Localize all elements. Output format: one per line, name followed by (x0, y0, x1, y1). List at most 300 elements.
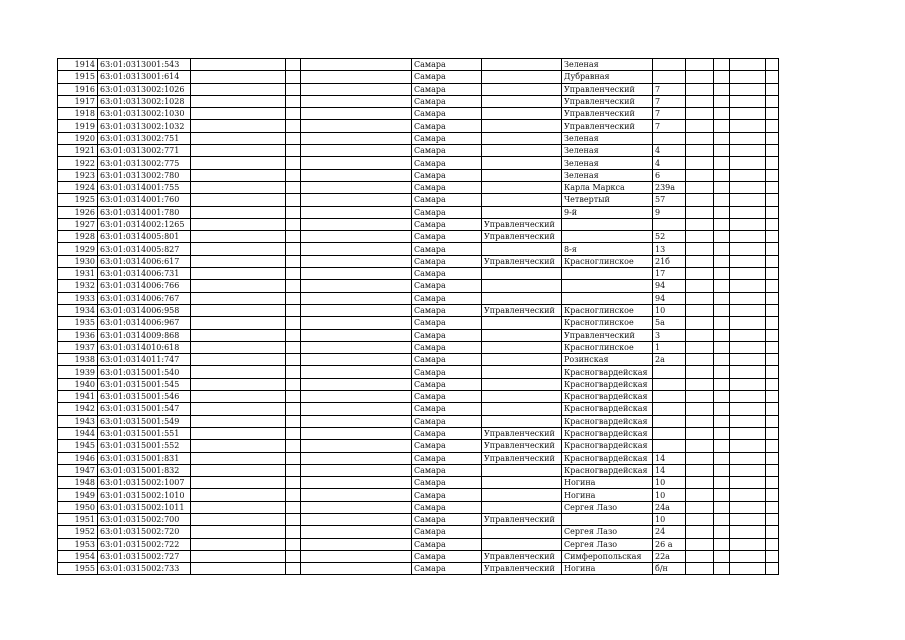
cell-d (286, 194, 301, 206)
cell-e (301, 231, 412, 243)
house-cell: 3 (653, 329, 686, 341)
cell-k (714, 550, 730, 562)
cell-l (730, 169, 766, 181)
cell-l (730, 415, 766, 427)
cell-c (191, 157, 286, 169)
city-cell: Самара (412, 255, 482, 267)
cell-m (766, 477, 779, 489)
district-cell: Управленческий (482, 513, 562, 525)
cell-c (191, 427, 286, 439)
cell-c (191, 489, 286, 501)
cell-l (730, 95, 766, 107)
cadastral-number: 63:01:0313002:771 (98, 145, 191, 157)
cadastral-number: 63:01:0313002:780 (98, 169, 191, 181)
cell-e (301, 157, 412, 169)
city-cell: Самара (412, 304, 482, 316)
cell-k (714, 415, 730, 427)
table-row (58, 231, 779, 243)
street-cell: Зеленая (562, 132, 653, 144)
cell-j (686, 268, 714, 280)
street-cell: Зеленая (562, 169, 653, 181)
table-row (58, 317, 779, 329)
cell-j (686, 538, 714, 550)
table-row (58, 354, 779, 366)
cell-e (301, 255, 412, 267)
cell-k (714, 83, 730, 95)
table-row (58, 268, 779, 280)
cell-j (686, 489, 714, 501)
row-number: 1936 (58, 329, 98, 341)
cell-c (191, 526, 286, 538)
row-number: 1935 (58, 317, 98, 329)
district-cell (482, 59, 562, 71)
cell-k (714, 71, 730, 83)
cell-j (686, 243, 714, 255)
cell-c (191, 477, 286, 489)
cell-l (730, 181, 766, 193)
street-cell: Зеленая (562, 157, 653, 169)
cell-c (191, 317, 286, 329)
city-cell: Самара (412, 231, 482, 243)
street-cell (562, 218, 653, 230)
street-cell: Сергея Лазо (562, 526, 653, 538)
house-cell: 4 (653, 145, 686, 157)
district-cell: Управленческий (482, 218, 562, 230)
row-number: 1927 (58, 218, 98, 230)
house-cell: 57 (653, 194, 686, 206)
cell-c (191, 452, 286, 464)
cell-l (730, 157, 766, 169)
cell-k (714, 526, 730, 538)
house-cell: 4 (653, 157, 686, 169)
cell-j (686, 403, 714, 415)
row-number: 1948 (58, 477, 98, 489)
cell-k (714, 464, 730, 476)
house-cell: 26 а (653, 538, 686, 550)
cell-j (686, 329, 714, 341)
cadastral-number: 63:01:0315001:552 (98, 440, 191, 452)
city-cell: Самара (412, 83, 482, 95)
row-number: 1932 (58, 280, 98, 292)
house-cell: 21б (653, 255, 686, 267)
district-cell (482, 329, 562, 341)
cell-d (286, 378, 301, 390)
cell-d (286, 489, 301, 501)
cell-l (730, 440, 766, 452)
house-cell: 24а (653, 501, 686, 513)
street-cell (562, 292, 653, 304)
cell-j (686, 366, 714, 378)
street-cell (562, 513, 653, 525)
row-number: 1922 (58, 157, 98, 169)
cell-m (766, 378, 779, 390)
cell-c (191, 501, 286, 513)
cadastral-number: 63:01:0314001:760 (98, 194, 191, 206)
cell-k (714, 243, 730, 255)
cell-j (686, 354, 714, 366)
cell-e (301, 218, 412, 230)
district-cell (482, 391, 562, 403)
street-cell: Красногвардейская (562, 464, 653, 476)
cell-d (286, 563, 301, 575)
cell-e (301, 501, 412, 513)
cell-m (766, 427, 779, 439)
cell-k (714, 218, 730, 230)
cell-l (730, 243, 766, 255)
city-cell: Самара (412, 513, 482, 525)
city-cell: Самара (412, 464, 482, 476)
district-cell (482, 464, 562, 476)
row-number: 1949 (58, 489, 98, 501)
city-cell: Самара (412, 243, 482, 255)
cell-j (686, 206, 714, 218)
street-cell: Красногвардейская (562, 403, 653, 415)
cell-l (730, 391, 766, 403)
house-cell: 94 (653, 280, 686, 292)
house-cell: 2а (653, 354, 686, 366)
house-cell: 14 (653, 452, 686, 464)
row-number: 1939 (58, 366, 98, 378)
cell-m (766, 83, 779, 95)
street-cell: Красногвардейская (562, 427, 653, 439)
district-cell (482, 157, 562, 169)
cell-l (730, 550, 766, 562)
cell-j (686, 452, 714, 464)
cell-m (766, 231, 779, 243)
cell-l (730, 341, 766, 353)
street-cell: Красногвардейская (562, 415, 653, 427)
cell-c (191, 354, 286, 366)
cell-m (766, 132, 779, 144)
street-cell: Сергея Лазо (562, 501, 653, 513)
street-cell: Красногвардейская (562, 378, 653, 390)
cell-e (301, 194, 412, 206)
cell-d (286, 526, 301, 538)
house-cell: 10 (653, 304, 686, 316)
cell-k (714, 268, 730, 280)
district-cell (482, 120, 562, 132)
city-cell: Самара (412, 268, 482, 280)
cell-d (286, 415, 301, 427)
house-cell (653, 415, 686, 427)
cell-l (730, 452, 766, 464)
cell-m (766, 255, 779, 267)
cell-m (766, 526, 779, 538)
cell-l (730, 403, 766, 415)
street-cell: Красногвардейская (562, 452, 653, 464)
cell-l (730, 280, 766, 292)
cell-d (286, 403, 301, 415)
cadastral-number: 63:01:0315001:546 (98, 391, 191, 403)
cell-c (191, 132, 286, 144)
district-cell (482, 268, 562, 280)
street-cell: Зеленая (562, 59, 653, 71)
table-row (58, 489, 779, 501)
cell-k (714, 452, 730, 464)
house-cell (653, 132, 686, 144)
cell-e (301, 169, 412, 181)
cell-c (191, 59, 286, 71)
city-cell: Самара (412, 206, 482, 218)
cell-e (301, 145, 412, 157)
cell-l (730, 120, 766, 132)
cell-j (686, 95, 714, 107)
cell-m (766, 489, 779, 501)
row-number: 1925 (58, 194, 98, 206)
street-cell (562, 280, 653, 292)
cell-c (191, 513, 286, 525)
cell-d (286, 268, 301, 280)
cell-k (714, 440, 730, 452)
house-cell: 6 (653, 169, 686, 181)
cell-m (766, 538, 779, 550)
cell-m (766, 206, 779, 218)
cell-m (766, 501, 779, 513)
cell-e (301, 341, 412, 353)
cell-c (191, 108, 286, 120)
cell-l (730, 464, 766, 476)
cadastral-number: 63:01:0313002:1032 (98, 120, 191, 132)
cell-k (714, 538, 730, 550)
district-cell (482, 194, 562, 206)
cell-l (730, 354, 766, 366)
table-row (58, 243, 779, 255)
district-cell (482, 108, 562, 120)
cadastral-number: 63:01:0315002:1010 (98, 489, 191, 501)
cell-k (714, 108, 730, 120)
street-cell: Управленческий (562, 95, 653, 107)
city-cell: Самара (412, 526, 482, 538)
cell-j (686, 255, 714, 267)
city-cell: Самара (412, 108, 482, 120)
row-number: 1951 (58, 513, 98, 525)
house-cell: 1 (653, 341, 686, 353)
row-number: 1930 (58, 255, 98, 267)
cell-d (286, 538, 301, 550)
cadastral-number: 63:01:0314002:1265 (98, 218, 191, 230)
city-cell: Самара (412, 145, 482, 157)
city-cell: Самара (412, 538, 482, 550)
city-cell: Самара (412, 329, 482, 341)
city-cell: Самара (412, 563, 482, 575)
cell-j (686, 415, 714, 427)
cell-c (191, 280, 286, 292)
cadastral-number: 63:01:0315001:540 (98, 366, 191, 378)
row-number: 1933 (58, 292, 98, 304)
house-cell: 9 (653, 206, 686, 218)
cell-e (301, 317, 412, 329)
district-cell (482, 95, 562, 107)
house-cell: 10 (653, 513, 686, 525)
cell-d (286, 243, 301, 255)
cell-m (766, 292, 779, 304)
cell-d (286, 108, 301, 120)
table-row (58, 366, 779, 378)
cell-e (301, 268, 412, 280)
cell-l (730, 329, 766, 341)
district-cell (482, 71, 562, 83)
street-cell: Красногвардейская (562, 440, 653, 452)
row-number: 1921 (58, 145, 98, 157)
cell-l (730, 304, 766, 316)
cell-m (766, 391, 779, 403)
cell-m (766, 280, 779, 292)
cadastral-number: 63:01:0315002:733 (98, 563, 191, 575)
table-row (58, 169, 779, 181)
city-cell: Самара (412, 391, 482, 403)
cell-d (286, 120, 301, 132)
row-number: 1955 (58, 563, 98, 575)
house-cell: 52 (653, 231, 686, 243)
cell-j (686, 181, 714, 193)
cell-j (686, 231, 714, 243)
cell-k (714, 366, 730, 378)
district-cell (482, 169, 562, 181)
cell-m (766, 194, 779, 206)
cell-j (686, 526, 714, 538)
cell-e (301, 513, 412, 525)
cell-m (766, 145, 779, 157)
table-row (58, 181, 779, 193)
cadastral-number: 63:01:0314006:958 (98, 304, 191, 316)
cell-j (686, 304, 714, 316)
cell-j (686, 218, 714, 230)
cell-j (686, 120, 714, 132)
street-cell: Управленческий (562, 120, 653, 132)
cell-d (286, 145, 301, 157)
city-cell: Самара (412, 169, 482, 181)
house-cell: 14 (653, 464, 686, 476)
street-cell: Красноглинское (562, 255, 653, 267)
cadastral-number: 63:01:0314010:618 (98, 341, 191, 353)
cell-m (766, 157, 779, 169)
cell-l (730, 145, 766, 157)
cell-c (191, 403, 286, 415)
cell-j (686, 550, 714, 562)
street-cell: Розинская (562, 354, 653, 366)
cadastral-number: 63:01:0315002:727 (98, 550, 191, 562)
street-cell: Карла Маркса (562, 181, 653, 193)
table-row (58, 329, 779, 341)
table-row (58, 292, 779, 304)
cell-e (301, 292, 412, 304)
city-cell: Самара (412, 292, 482, 304)
cell-j (686, 145, 714, 157)
cell-j (686, 427, 714, 439)
row-number: 1920 (58, 132, 98, 144)
city-cell: Самара (412, 403, 482, 415)
cell-e (301, 354, 412, 366)
row-number: 1919 (58, 120, 98, 132)
district-cell (482, 206, 562, 218)
street-cell: Симферопольская (562, 550, 653, 562)
house-cell (653, 403, 686, 415)
cell-c (191, 415, 286, 427)
cell-e (301, 440, 412, 452)
cell-m (766, 440, 779, 452)
city-cell: Самара (412, 477, 482, 489)
house-cell: 7 (653, 83, 686, 95)
house-cell (653, 71, 686, 83)
cell-l (730, 83, 766, 95)
cell-j (686, 292, 714, 304)
cell-j (686, 563, 714, 575)
cell-j (686, 157, 714, 169)
cell-k (714, 477, 730, 489)
district-cell: Управленческий (482, 452, 562, 464)
cell-e (301, 391, 412, 403)
city-cell: Самара (412, 132, 482, 144)
cell-m (766, 169, 779, 181)
city-cell: Самара (412, 378, 482, 390)
cell-d (286, 83, 301, 95)
cell-k (714, 563, 730, 575)
row-number: 1923 (58, 169, 98, 181)
district-cell (482, 501, 562, 513)
cell-e (301, 95, 412, 107)
cell-k (714, 427, 730, 439)
city-cell: Самара (412, 366, 482, 378)
row-number: 1924 (58, 181, 98, 193)
city-cell: Самара (412, 59, 482, 71)
cell-e (301, 464, 412, 476)
cell-c (191, 464, 286, 476)
house-cell: 94 (653, 292, 686, 304)
cell-m (766, 403, 779, 415)
street-cell: Управленческий (562, 108, 653, 120)
district-cell (482, 341, 562, 353)
cell-c (191, 341, 286, 353)
cell-c (191, 169, 286, 181)
cell-l (730, 477, 766, 489)
cadastral-number: 63:01:0313002:1028 (98, 95, 191, 107)
cell-m (766, 366, 779, 378)
cadastral-number: 63:01:0314001:755 (98, 181, 191, 193)
cell-d (286, 452, 301, 464)
city-cell: Самара (412, 280, 482, 292)
cell-j (686, 391, 714, 403)
table-row (58, 145, 779, 157)
house-cell: 17 (653, 268, 686, 280)
table-row (58, 501, 779, 513)
house-cell: б/н (653, 563, 686, 575)
cell-e (301, 71, 412, 83)
district-cell (482, 83, 562, 95)
cell-c (191, 391, 286, 403)
cadastral-number: 63:01:0314009:868 (98, 329, 191, 341)
table-row (58, 427, 779, 439)
district-cell: Управленческий (482, 550, 562, 562)
table-row (58, 255, 779, 267)
house-cell: 10 (653, 489, 686, 501)
district-cell (482, 538, 562, 550)
cell-d (286, 280, 301, 292)
cell-d (286, 169, 301, 181)
cell-k (714, 231, 730, 243)
table-row (58, 415, 779, 427)
cell-d (286, 366, 301, 378)
city-cell: Самара (412, 157, 482, 169)
district-cell (482, 132, 562, 144)
cell-d (286, 427, 301, 439)
cadastral-number: 63:01:0315002:722 (98, 538, 191, 550)
cell-k (714, 59, 730, 71)
row-number: 1941 (58, 391, 98, 403)
city-cell: Самара (412, 181, 482, 193)
cadastral-number: 63:01:0315001:545 (98, 378, 191, 390)
city-cell: Самара (412, 194, 482, 206)
street-cell (562, 231, 653, 243)
